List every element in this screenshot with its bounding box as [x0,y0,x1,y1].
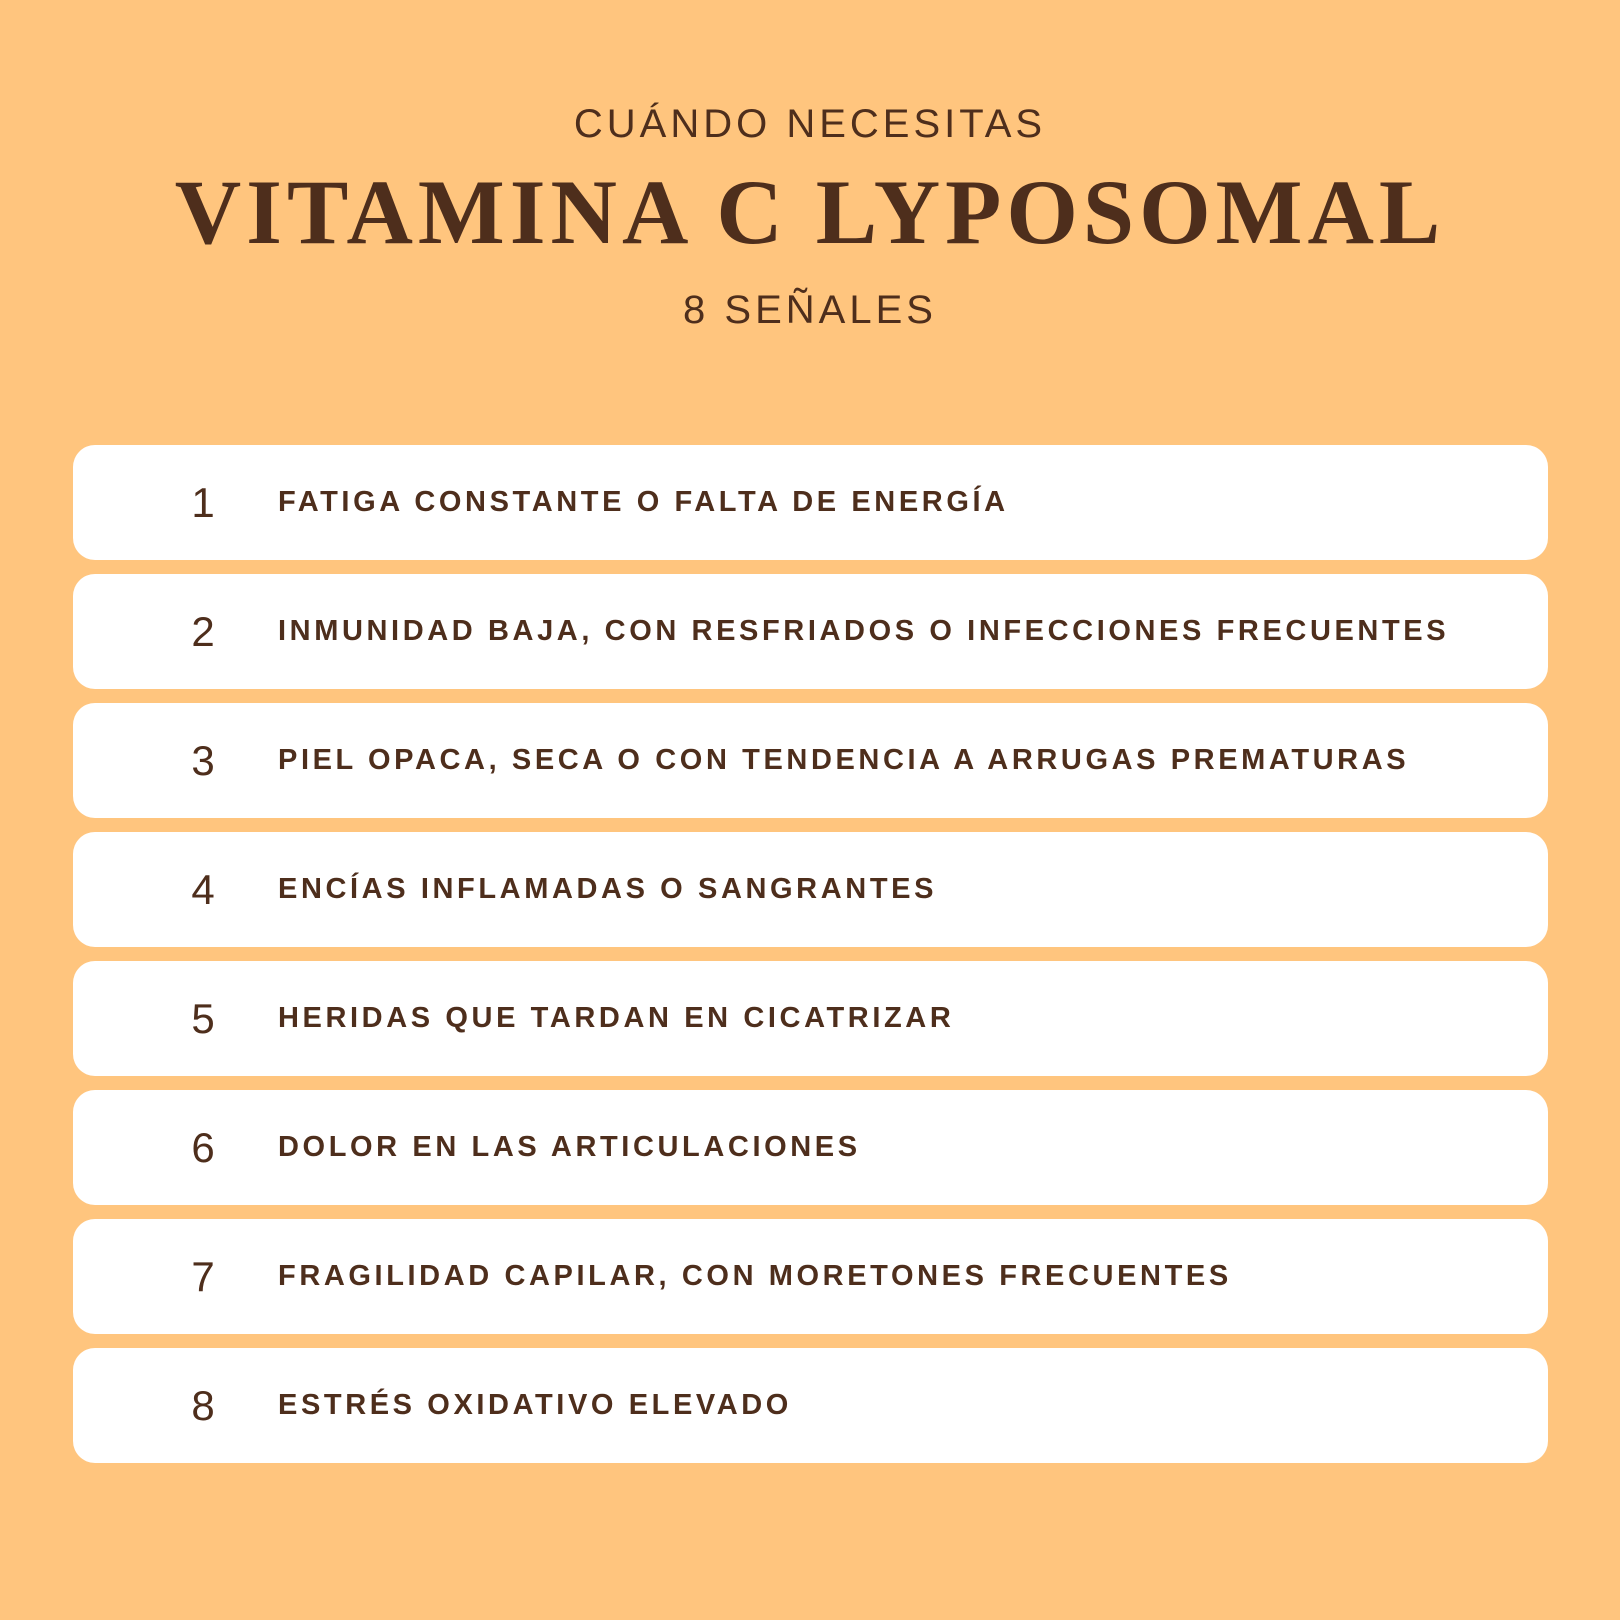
item-text: FATIGA CONSTANTE O FALTA DE ENERGÍA [278,486,1009,518]
list-item [73,1090,1548,1205]
kicker-text: CUÁNDO NECESITAS [573,102,1047,146]
subtitle: 8 SEÑALES [683,288,937,332]
list-item [73,445,1548,560]
item-number: 4 [191,866,215,913]
list-item [73,574,1548,689]
item-text: ENCÍAS INFLAMADAS O SANGRANTES [278,873,938,905]
list-item [73,703,1548,818]
item-number: 6 [191,1124,215,1171]
item-text: ESTRÉS OXIDATIVO ELEVADO [278,1389,792,1421]
item-number: 7 [191,1253,215,1300]
item-number: 3 [191,737,215,784]
item-text: FRAGILIDAD CAPILAR, CON MORETONES FRECUENTES [278,1260,1232,1292]
item-number: 2 [191,608,215,655]
item-number: 1 [191,479,215,526]
signs-list [73,445,1548,1477]
item-text: HERIDAS QUE TARDAN EN CICATRIZAR [278,1002,955,1034]
list-item [73,1219,1548,1334]
item-text: DOLOR EN LAS ARTICULACIONES [278,1131,861,1163]
item-number: 5 [191,995,215,1042]
item-text: PIEL OPACA, SECA O CON TENDENCIA A ARRUGAS PREMATURAS [278,744,1410,776]
item-text: INMUNIDAD BAJA, CON RESFRIADOS O INFECCIONES FRECUENTES [278,615,1450,647]
list-item [73,832,1548,947]
item-number: 8 [191,1382,215,1429]
list-item [73,961,1548,1076]
list-item [73,1348,1548,1463]
page-title: VITAMINA C LYPOSOMAL [174,161,1446,263]
